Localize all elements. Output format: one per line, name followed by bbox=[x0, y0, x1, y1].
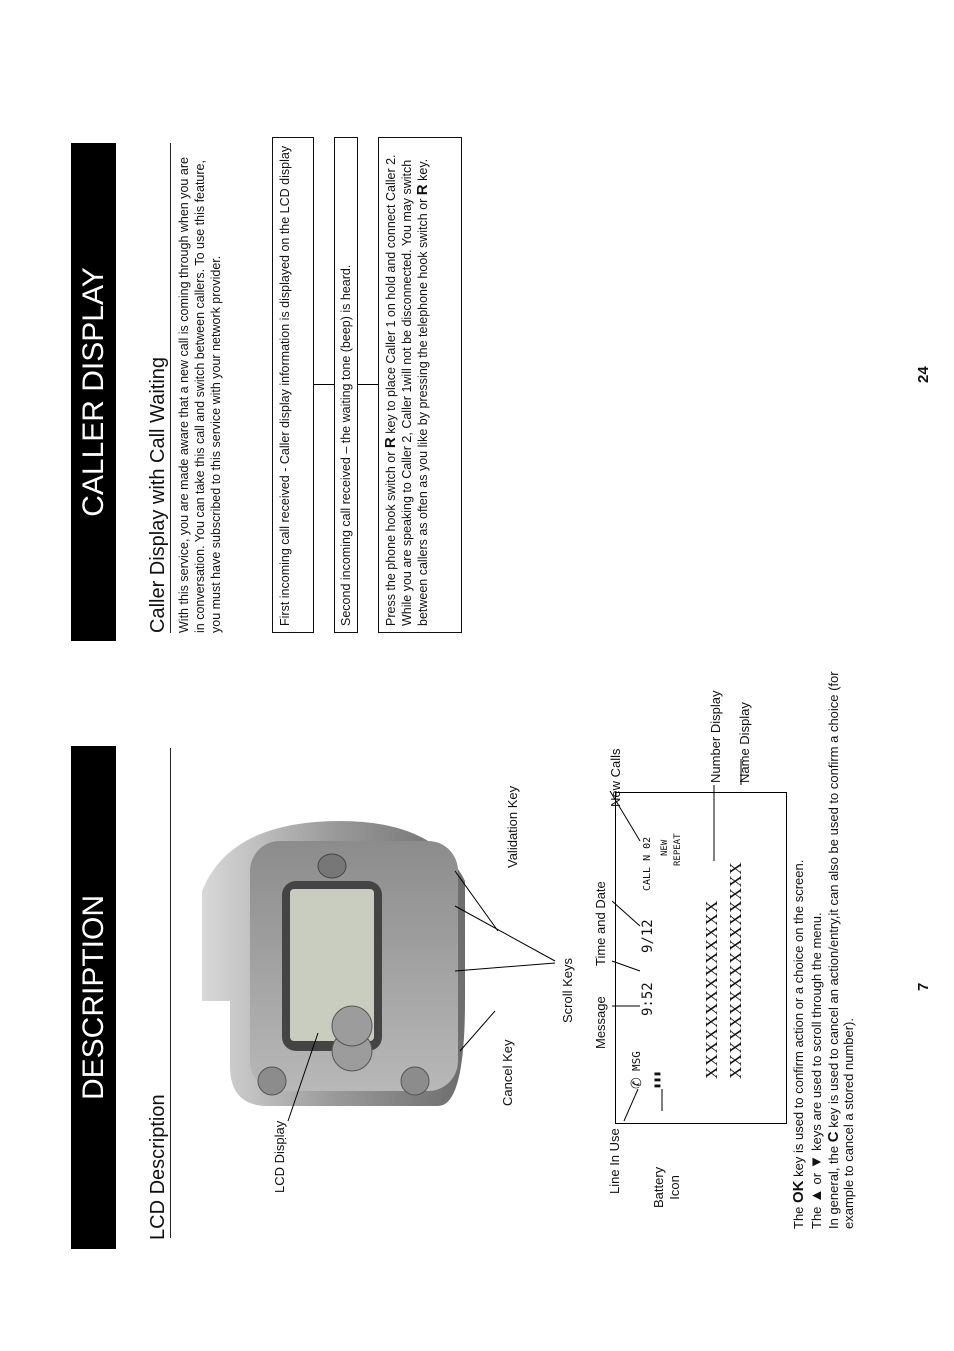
caller-display-title: CALLER DISPLAY bbox=[76, 267, 110, 517]
heading-rule bbox=[170, 748, 171, 1238]
right-page-number: 24 bbox=[915, 366, 932, 383]
phone-icon: ✆ bbox=[628, 1077, 644, 1089]
earpiece bbox=[318, 854, 346, 878]
message-label: Message bbox=[593, 996, 608, 1049]
left-page-number: 7 bbox=[915, 982, 932, 991]
step-3-box: Press the phone hook switch or R key to place Caller 1 on hold and connect Caller 2. While you are speaking to Caller 2, Caller 1will not be disconnected. You may switch between callers as often as you like by pressing the telephone hook switch or R key. bbox=[378, 137, 462, 633]
lcd-new: NEW bbox=[660, 839, 670, 856]
scroll-keys-label: Scroll Keys bbox=[560, 957, 575, 1023]
battery-icon: ▮▮▮ bbox=[652, 1070, 663, 1089]
lcd-diagram bbox=[615, 792, 787, 1124]
lcd-description-heading: LCD Description bbox=[147, 1094, 169, 1240]
right-heading-rule bbox=[170, 143, 171, 633]
msg-indicator: MSG bbox=[630, 1051, 643, 1071]
intro-paragraph: With this service, you are made aware that a new call is coming through when you are in conversation. You can take this call and switch between callers. To use this feature, you must have subscribed to this service with your network provider. bbox=[177, 157, 223, 633]
handset-illustration bbox=[190, 791, 480, 1121]
line-in-use-label: Line In Use bbox=[607, 1128, 622, 1194]
lcd-repeat: REPEAT bbox=[673, 833, 683, 866]
new-calls-label: New Calls bbox=[608, 748, 623, 807]
step-1-box: First incoming call received - Caller display information is displayed on the LCD display bbox=[272, 137, 314, 633]
lcd-time: 9:52 bbox=[640, 982, 656, 1016]
caller-display-banner bbox=[71, 143, 116, 641]
cancel-key-shape bbox=[401, 1067, 429, 1095]
cancel-key-label: Cancel Key bbox=[500, 1039, 515, 1106]
validation-key-label: Validation Key bbox=[505, 785, 520, 868]
time-and-date-label: Time and Date bbox=[593, 881, 608, 966]
scroll-keys-shape-2 bbox=[332, 1006, 372, 1046]
up-arrow-icon: ▲ bbox=[808, 1188, 825, 1203]
key-explanations: The OK key is used to confirm action or a choice on the screen. The ▲ or ▼ keys are used to scroll through the menu. In general, the C key is used to cancel an action/entry,it can also be used to confirm a choice (for example to cancel a stored number). bbox=[790, 671, 856, 1229]
battery-icon-label: Battery Icon bbox=[651, 1166, 682, 1208]
description-banner bbox=[71, 746, 116, 1249]
lcd-number-line: XXXXXXXXXXXXXX bbox=[702, 900, 721, 1079]
lcd-call-count: CALL N 02 bbox=[642, 836, 653, 891]
lcd-display-label: LCD Display bbox=[272, 1120, 287, 1193]
lcd-date: 9/12 bbox=[640, 919, 656, 953]
name-display-label: Name Display bbox=[737, 702, 752, 783]
lcd-name-line: XXXXXXXXXXXXXXXXX bbox=[726, 861, 745, 1079]
down-arrow-icon: ▼ bbox=[808, 1154, 825, 1170]
ok-key-shape bbox=[258, 1067, 286, 1095]
description-title: DESCRIPTION bbox=[76, 894, 110, 1101]
call-waiting-heading: Caller Display with Call Waiting bbox=[147, 356, 169, 633]
number-display-label: Number Display bbox=[708, 690, 723, 783]
step-2-box: Second incoming call received – the waiting tone (beep) is heard. bbox=[334, 137, 358, 633]
